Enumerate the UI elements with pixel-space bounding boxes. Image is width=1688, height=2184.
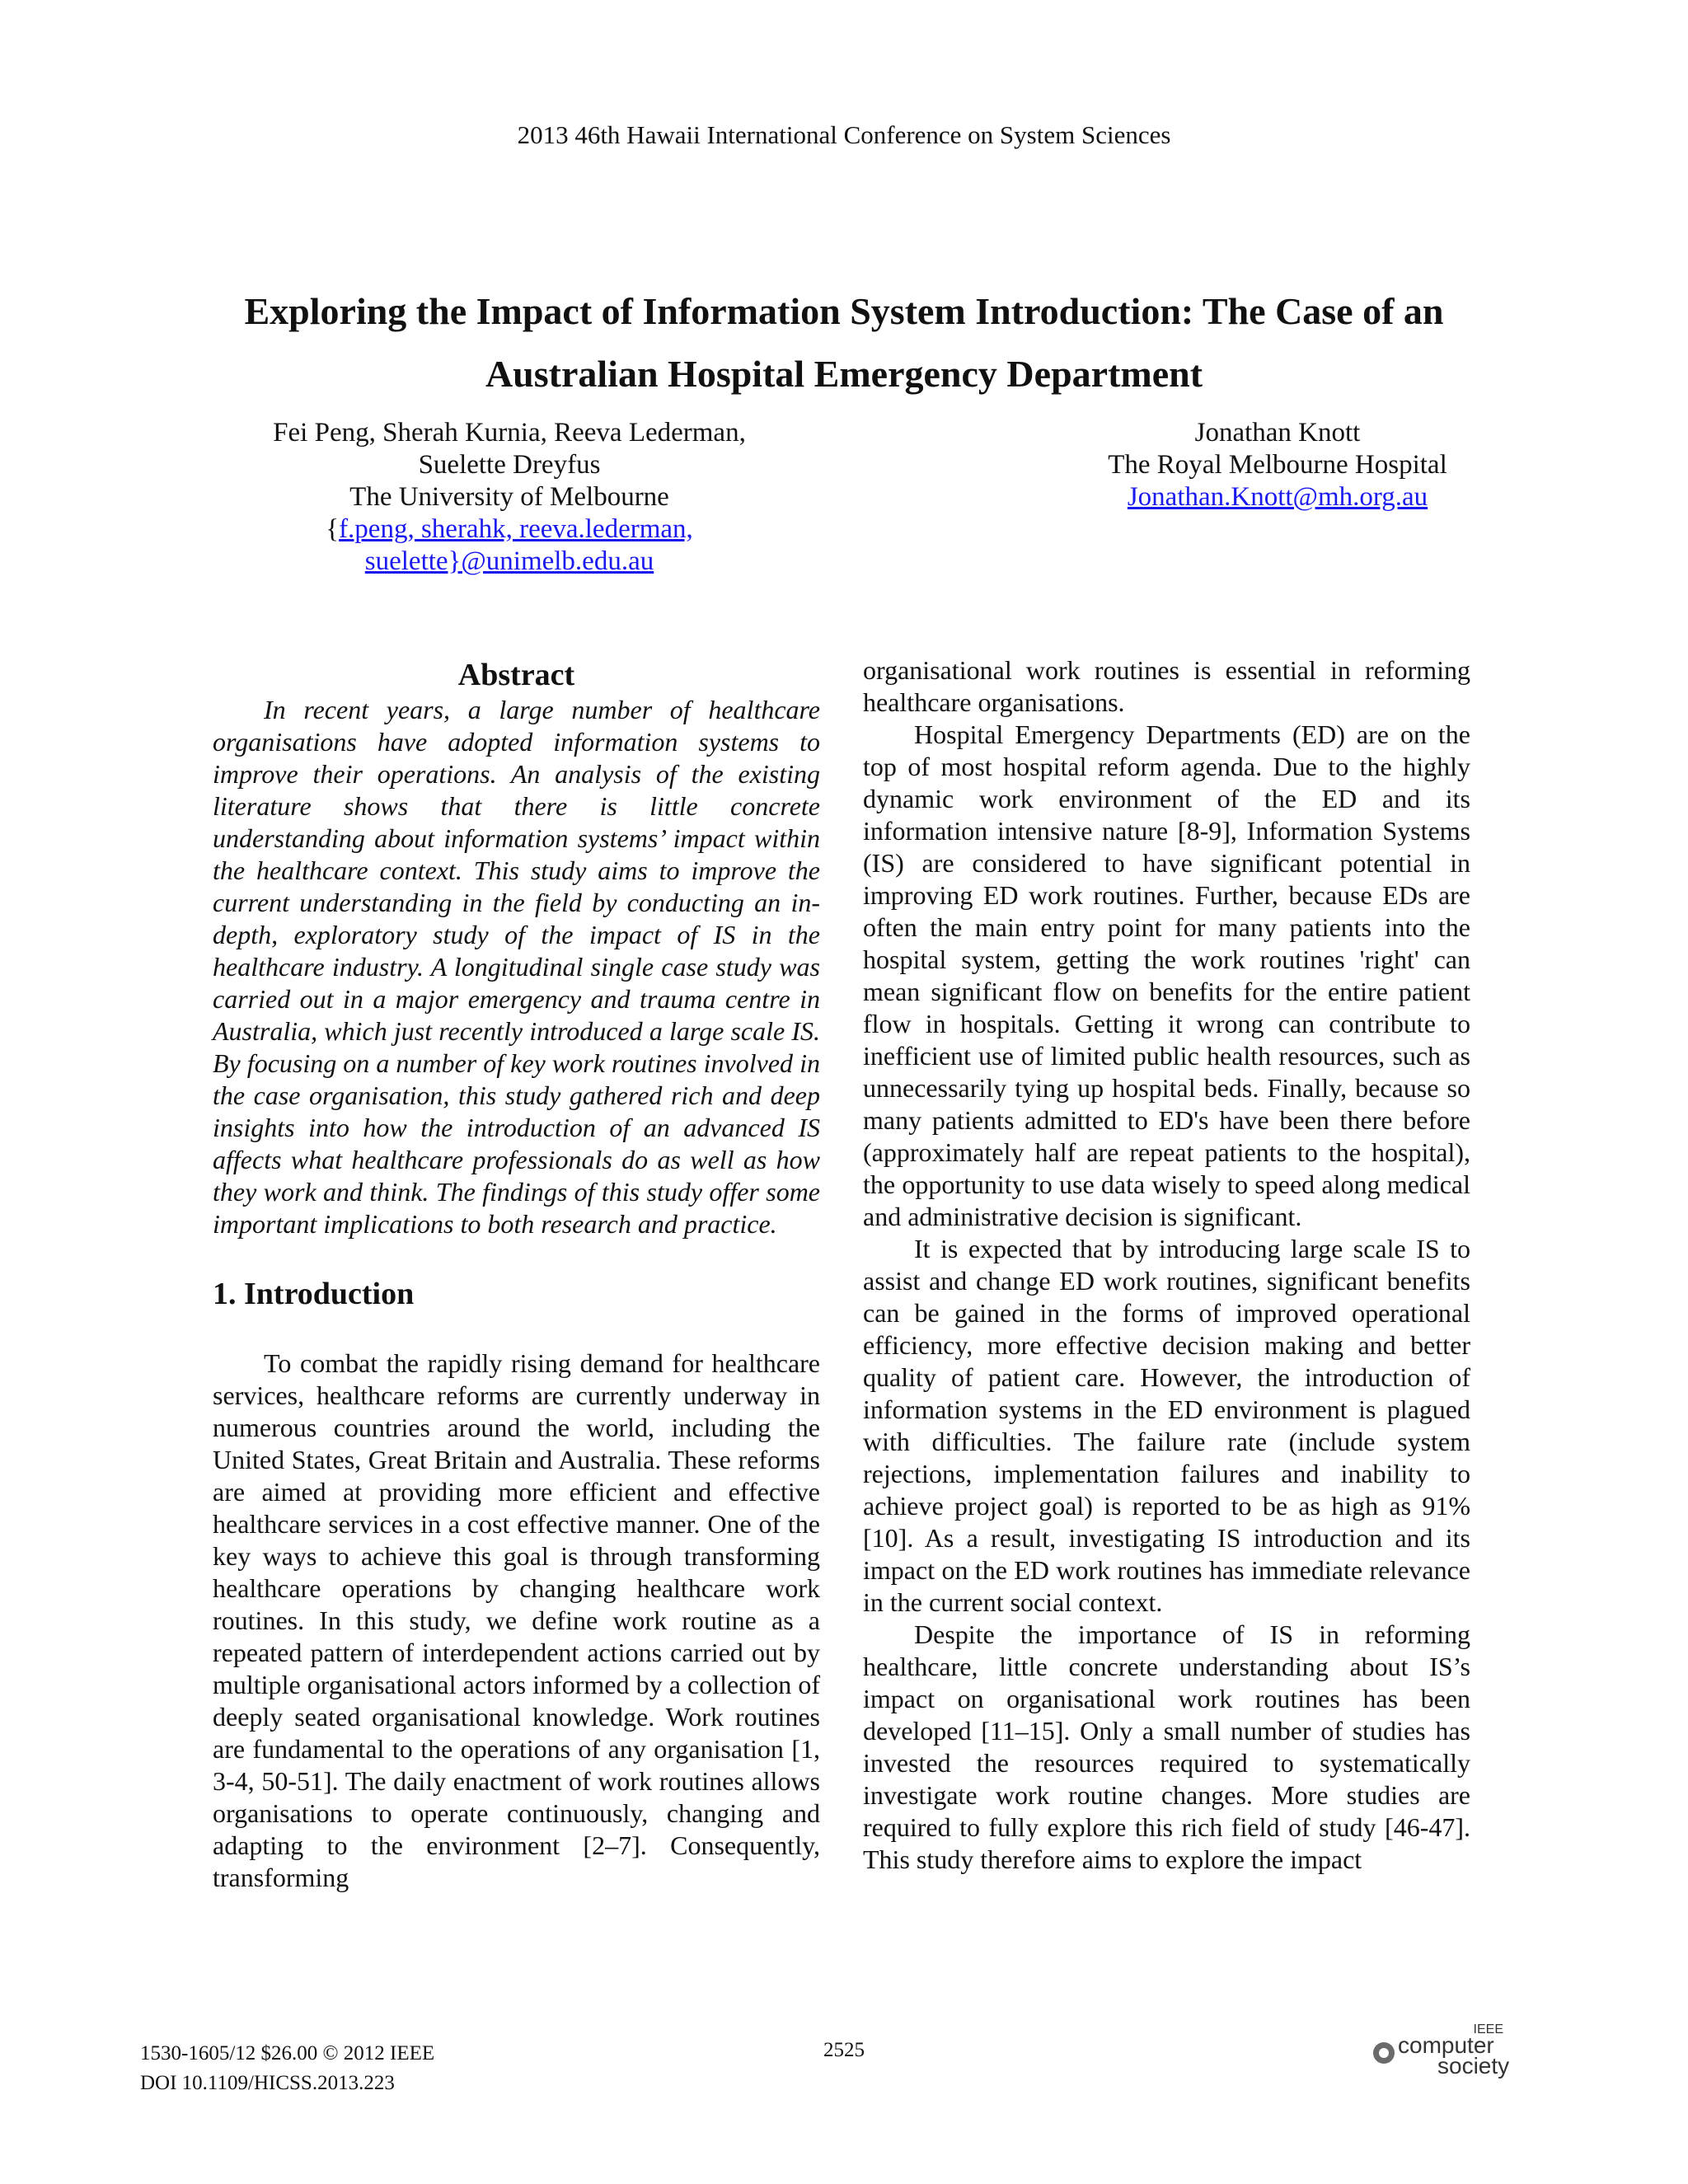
paper-title <box>165 280 1523 405</box>
email-brace: { <box>326 514 340 544</box>
author-email-line-1 <box>247 513 771 546</box>
introduction-paragraph-1: To combat the rapidly rising demand for healthcare services, healthcare reforms are currently underway in numerous countries around the world, including the United States, Great Britain and Australia. These reforms are aimed at providing more efficient and effective healthcare services in a cost effective manner. One of the key ways to achieve this goal is through transforming healthcare operations by changing healthcare work routines. In this study, we define work routine as a repeated pattern of interdependent actions carried out by multiple organisational actors informed by a collection of deeply seated organisational knowledge. Work routines are fundamental to the operations of any organisation [1, 3-4, 50-51]. The daily enactment of work routines allows organisations to operate continuously, changing and adapting to the environment [2–7]. Consequently, transforming <box>213 1348 820 1892</box>
author-block-right <box>989 417 1566 513</box>
abstract-text: In recent years, a large number of healthcare organisations have adopted information systems to improve their operations. An analysis of the existing literature shows that there is little concrete understanding about information systems’ impact within the healthcare context. This study aims to improve the current understanding in the field by conducting an in-depth, exploratory study of the impact of IS in the healthcare industry. A longitudinal single case study was carried out in a major emergency and trauma centre in Australia, which just recently introduced a large scale IS. By focusing on a number of key work routines involved in the case organisation, this study gathered rich and deep insights into how the introduction of an advanced IS affects what healthcare professionals do as well as how they work and think. The findings of this study offer some important implications to both research and practice. <box>213 695 820 1239</box>
author-names-line-1: Fei Peng, Sherah Kurnia, Reeva Lederman, <box>273 418 746 448</box>
logo-circle-icon <box>1373 2042 1395 2064</box>
ieee-computer-society-logo <box>1372 2022 1536 2079</box>
author-affiliation-right: The Royal Melbourne Hospital <box>1108 450 1447 480</box>
right-paragraph-2: Hospital Emergency Departments (ED) are on the top of most hospital reform agenda. Due to the highly dynamic work environment of the ED and its information intensive nature [8-9], Information Systems (IS) are considered to have significant potential in improving ED work routines. Further, because EDs are often the main entry point for many patients into the hospital system, getting the work routines 'right' can mean significant flow on benefits for the entire patient flow in hospitals. Getting it wrong can contribute to inefficient use of limited public health resources, such as unnecessarily tying up hospital beds. Finally, because so many patients admitted to ED's have been there before (approximately half are repeat patients to the hospital), the opportunity to use data wisely to speed along medical and administrative decision is significant. <box>863 719 1470 1231</box>
email-link-1[interactable]: f.peng, sherahk, reeva.lederman, <box>339 514 693 544</box>
author-affiliation-left: The University of Melbourne <box>349 482 669 512</box>
footer-issn: 1530-1605/12 $26.00 © 2012 IEEE <box>140 2042 435 2064</box>
logo-ieee-text: IEEE <box>1473 2022 1503 2036</box>
email-link-knott[interactable]: Jonathan.Knott@mh.org.au <box>1127 482 1428 512</box>
author-name-right: Jonathan Knott <box>1194 418 1361 448</box>
right-paragraph-3: It is expected that by introducing large scale IS to assist and change ED work routines, significant benefits can be gained in the forms of improved operational efficiency, more effective decision making and better quality of patient care. However, the introduction of information systems in the ED environment is plagued with difficulties. The failure rate (include system rejections, implementation failures and inability to achieve project goal) is reported to be as high as 91% [10]. As a result, investigating IS introduction and its impact on the ED work routines has immediate relevance in the current social context. <box>863 1234 1470 1617</box>
logo-word-computer: computer <box>1398 2032 1494 2058</box>
author-email-right <box>989 481 1566 513</box>
left-column <box>213 656 820 1894</box>
email-link-2[interactable]: suelette}@unimelb.edu.au <box>364 546 654 576</box>
right-paragraph-4: Despite the importance of IS in reforming healthcare, little concrete understanding about IS’s impact on organisational work routines has been developed [11–15]. Only a small number of studies has invested the resources required to systematically investigate work routine changes. More studies are required to fully explore this rich field of study [46-47]. This study therefore aims to explore the impact <box>863 1619 1470 1874</box>
abstract-heading: Abstract <box>457 658 575 692</box>
conference-header: 2013 46th Hawaii International Conference on System Sciences <box>517 120 1171 149</box>
title-line-1: Exploring the Impact of Information System Introduction: The Case of an <box>244 290 1444 332</box>
page-number: 2525 <box>823 2039 865 2061</box>
author-block-left <box>247 417 771 578</box>
right-paragraph-1: organisational work routines is essential in reforming healthcare organisations. <box>863 655 1470 717</box>
title-line-2: Australian Hospital Emergency Department <box>485 353 1203 395</box>
logo-word-society: society <box>1437 2053 1510 2079</box>
author-names-line-2: Suelette Dreyfus <box>418 450 601 480</box>
introduction-heading: 1. Introduction <box>213 1277 415 1311</box>
footer-copyright <box>140 2039 434 2098</box>
right-column <box>863 654 1470 1876</box>
author-email-line-2 <box>247 546 771 578</box>
footer-doi: DOI 10.1109/HICSS.2013.223 <box>140 2072 395 2094</box>
